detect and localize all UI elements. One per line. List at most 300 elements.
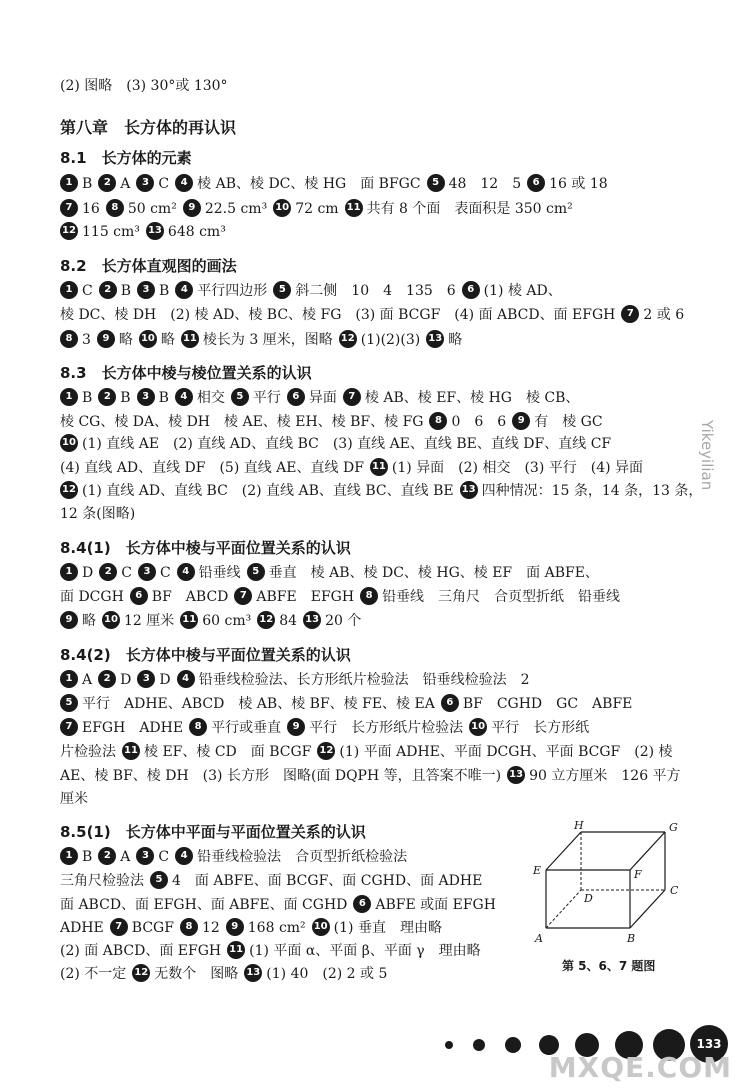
answer-line bbox=[60, 281, 562, 301]
answer-text: 略 bbox=[448, 332, 463, 348]
section-title bbox=[60, 645, 351, 665]
answer-text: A bbox=[82, 672, 93, 688]
section-title bbox=[60, 822, 366, 842]
chapter-title bbox=[60, 118, 236, 138]
answer-item bbox=[175, 390, 225, 406]
answer-item bbox=[180, 613, 251, 629]
vertex-label-h: H bbox=[574, 820, 584, 832]
question-number-badge: 10 bbox=[273, 199, 291, 217]
answer-item bbox=[138, 565, 171, 581]
answer-text: A bbox=[120, 176, 131, 192]
question-number-badge: 1 bbox=[60, 847, 78, 865]
answer-item bbox=[177, 672, 530, 688]
answer-text: (1) 直线 AE (2) 直线 AD、直线 BC (3) 直线 AE、直线 BE、直线 DF、直线 CF bbox=[82, 436, 612, 452]
answer-text: C bbox=[158, 176, 170, 192]
answer-text: C bbox=[159, 565, 171, 581]
answer-item bbox=[98, 176, 130, 192]
question-number-badge: 9 bbox=[183, 199, 201, 217]
question-number-badge: 1 bbox=[60, 670, 78, 688]
answer-item bbox=[370, 460, 643, 476]
answer-text: 略 bbox=[118, 332, 133, 348]
answer-item bbox=[60, 201, 100, 217]
answer-text: (1) 40 (2) 2 或 5 bbox=[266, 966, 388, 982]
answer-text: B bbox=[158, 390, 169, 406]
answer-text: 铅垂线检验法 合页型折纸检验法 bbox=[197, 849, 408, 865]
text-segment bbox=[60, 78, 228, 94]
answer-text: 20 个 bbox=[325, 613, 362, 629]
answer-item bbox=[360, 589, 620, 605]
answer-text: 2 或 6 bbox=[643, 307, 685, 323]
text-segment bbox=[60, 873, 144, 889]
question-number-badge: 7 bbox=[60, 718, 78, 736]
answer-text: 棱 AB、棱 EF、棱 HG 棱 CB、 bbox=[364, 390, 580, 406]
answer-item bbox=[99, 283, 131, 299]
answer-text: 8.1 长方体的元素 bbox=[60, 149, 192, 167]
answer-item bbox=[98, 849, 130, 865]
answer-item bbox=[60, 283, 93, 299]
question-number-badge: 3 bbox=[136, 174, 154, 192]
question-number-badge: 7 bbox=[621, 305, 639, 323]
answer-line bbox=[60, 670, 530, 690]
question-number-badge: 10 bbox=[469, 718, 487, 736]
answer-text: 面 DCGH bbox=[60, 589, 124, 605]
question-number-badge: 8 bbox=[180, 918, 198, 936]
answer-item bbox=[247, 565, 599, 581]
answer-text: B bbox=[82, 390, 93, 406]
footer-dot bbox=[505, 1037, 521, 1053]
question-number-badge: 12 bbox=[60, 222, 78, 240]
answer-text: 8.5(1) 长方体中平面与平面位置关系的认识 bbox=[60, 823, 366, 841]
answer-text: BCGF bbox=[131, 920, 174, 936]
answer-item bbox=[469, 720, 589, 736]
answer-text: C bbox=[158, 849, 170, 865]
question-number-badge: 1 bbox=[60, 281, 78, 299]
question-number-badge: 13 bbox=[460, 481, 478, 499]
answer-line bbox=[60, 222, 226, 242]
section-title bbox=[60, 363, 312, 383]
answer-item bbox=[130, 589, 229, 605]
answer-text: (1) 平面 α、平面 β、平面 γ 理由略 bbox=[249, 943, 481, 959]
answer-text: 648 cm³ bbox=[167, 224, 226, 240]
question-number-badge: 9 bbox=[512, 412, 530, 430]
answer-item bbox=[175, 849, 407, 865]
question-number-badge: 3 bbox=[136, 847, 154, 865]
answer-item bbox=[137, 390, 169, 406]
answer-item bbox=[98, 390, 130, 406]
question-number-badge: 3 bbox=[137, 670, 155, 688]
answer-line bbox=[60, 895, 496, 915]
answer-item bbox=[137, 283, 169, 299]
answer-text: 略 bbox=[160, 332, 175, 348]
answer-item bbox=[132, 966, 238, 982]
answer-item bbox=[345, 201, 573, 217]
answer-item bbox=[441, 696, 633, 712]
answer-item bbox=[60, 436, 611, 452]
answer-line bbox=[60, 76, 228, 96]
answer-text: BF ABCD bbox=[151, 589, 229, 605]
answer-text: 72 cm bbox=[295, 201, 339, 217]
answer-text: 12 bbox=[201, 920, 220, 936]
answer-item bbox=[137, 672, 170, 688]
answer-text: 平行或垂直 bbox=[211, 720, 282, 736]
answer-text: 共有 8 个面 表面积是 350 cm² bbox=[366, 201, 573, 217]
answer-text: 片检验法 bbox=[60, 744, 116, 760]
figure-caption: 第 5、6、7 题图 bbox=[562, 959, 656, 973]
question-number-badge: 7 bbox=[60, 199, 78, 217]
answer-text: B bbox=[82, 176, 93, 192]
answer-text: 12 条(图略) bbox=[60, 506, 136, 522]
vertex-label-g: G bbox=[669, 821, 678, 834]
side-watermark: Yikeyilian bbox=[698, 420, 716, 491]
edge-eh bbox=[546, 832, 581, 870]
question-number-badge: 13 bbox=[303, 611, 321, 629]
answer-line bbox=[60, 611, 361, 631]
text-segment bbox=[60, 506, 135, 522]
question-number-badge: 4 bbox=[175, 174, 193, 192]
answer-item bbox=[317, 744, 672, 760]
answer-item bbox=[106, 201, 177, 217]
answer-item bbox=[234, 589, 354, 605]
answer-line bbox=[60, 434, 611, 454]
text-segment bbox=[60, 539, 351, 557]
answer-text: B bbox=[120, 390, 131, 406]
answer-text: 垂直 棱 AB、棱 DC、棱 HG、棱 EF 面 ABFE、 bbox=[268, 565, 599, 581]
question-number-badge: 2 bbox=[98, 670, 116, 688]
text-segment bbox=[60, 897, 347, 913]
question-number-badge: 3 bbox=[137, 388, 155, 406]
question-number-badge: 7 bbox=[343, 388, 361, 406]
question-number-badge: 1 bbox=[60, 174, 78, 192]
answer-text: 22.5 cm³ bbox=[204, 201, 268, 217]
answer-text: 0 6 6 bbox=[451, 414, 507, 430]
edge-ad bbox=[546, 890, 581, 928]
question-number-badge: 12 bbox=[317, 742, 335, 760]
cuboid-figure bbox=[532, 820, 692, 950]
question-number-badge: 2 bbox=[99, 563, 117, 581]
text-segment bbox=[60, 768, 501, 784]
answer-item bbox=[287, 720, 463, 736]
question-number-badge: 6 bbox=[462, 281, 480, 299]
question-number-badge: 2 bbox=[98, 174, 116, 192]
question-number-badge: 4 bbox=[175, 847, 193, 865]
answer-line bbox=[60, 481, 702, 501]
answer-line bbox=[60, 305, 684, 325]
section-title bbox=[60, 148, 192, 168]
answer-item bbox=[60, 672, 92, 688]
question-number-badge: 2 bbox=[98, 847, 116, 865]
answer-item bbox=[60, 390, 92, 406]
answer-line bbox=[60, 941, 481, 961]
answer-item bbox=[60, 332, 91, 348]
answer-text: (1) 异面 (2) 相交 (3) 平行 (4) 异面 bbox=[391, 460, 644, 476]
question-number-badge: 10 bbox=[139, 330, 157, 348]
question-number-badge: 9 bbox=[287, 718, 305, 736]
answer-item bbox=[343, 390, 580, 406]
answer-text: 16 bbox=[82, 201, 100, 217]
question-number-badge: 12 bbox=[257, 611, 275, 629]
answer-item bbox=[136, 849, 169, 865]
answer-text: (1)(2)(3) bbox=[360, 332, 421, 348]
answer-item bbox=[150, 873, 482, 889]
answer-text: 无数个 图略 bbox=[154, 966, 239, 982]
answer-text: (1) 棱 AD、 bbox=[483, 283, 562, 299]
answer-item bbox=[183, 201, 267, 217]
answer-item bbox=[189, 720, 281, 736]
answer-text: 平行 长方形纸片检验法 bbox=[309, 720, 464, 736]
question-number-badge: 6 bbox=[527, 174, 545, 192]
answer-text: 168 cm² bbox=[247, 920, 306, 936]
answer-item bbox=[60, 224, 140, 240]
answer-line bbox=[60, 563, 599, 583]
vertex-label-c: C bbox=[670, 884, 679, 897]
answer-line bbox=[60, 174, 608, 194]
answer-text: 略 bbox=[82, 613, 96, 629]
answer-item bbox=[110, 920, 174, 936]
footer-dot bbox=[445, 1041, 453, 1049]
text-segment bbox=[60, 149, 192, 167]
answer-line bbox=[60, 789, 88, 809]
answer-item bbox=[426, 332, 462, 348]
question-number-badge: 9 bbox=[226, 918, 244, 936]
answer-text: 厘米 bbox=[60, 791, 88, 807]
answer-text: 8.3 长方体中棱与棱位置关系的认识 bbox=[60, 364, 312, 382]
text-segment bbox=[60, 118, 236, 137]
answer-text: 铅垂线检验法、长方形纸片检验法 铅垂线检验法 2 bbox=[198, 672, 530, 688]
answer-line bbox=[60, 847, 407, 867]
answer-item bbox=[98, 672, 131, 688]
answer-text: (2) 不一定 bbox=[60, 966, 127, 982]
answer-text: 8.4(2) 长方体中棱与平面位置关系的认识 bbox=[60, 646, 351, 664]
answer-item bbox=[226, 920, 306, 936]
answer-text: 四种情况：15 条，14 条，13 条， bbox=[481, 483, 703, 499]
answer-item bbox=[244, 966, 387, 982]
question-number-badge: 11 bbox=[122, 742, 140, 760]
edge-fg bbox=[630, 832, 665, 870]
text-segment bbox=[60, 364, 312, 382]
question-number-badge: 13 bbox=[426, 330, 444, 348]
answer-text: 4 面 ABFE、面 BCGF、面 CGHD、面 ADHE bbox=[172, 873, 483, 889]
answer-text: (1) 垂直 理由略 bbox=[333, 920, 442, 936]
answer-item bbox=[460, 483, 703, 499]
answer-text: 有 棱 GC bbox=[534, 414, 603, 430]
question-number-badge: 4 bbox=[175, 388, 193, 406]
answer-text: C bbox=[82, 283, 93, 299]
answer-text: (2) 图略 (3) 30°或 130° bbox=[60, 78, 228, 94]
answer-text: 棱 EF、棱 CD 面 BCGF bbox=[144, 744, 312, 760]
question-number-badge: 12 bbox=[60, 481, 78, 499]
footer-dot bbox=[473, 1039, 485, 1051]
answer-line bbox=[60, 742, 673, 762]
answer-text: (4) 直线 AD、直线 DF (5) 直线 AE、直线 DF bbox=[60, 460, 364, 476]
answer-item bbox=[60, 176, 92, 192]
answer-line bbox=[60, 871, 482, 891]
answer-line bbox=[60, 330, 462, 350]
answer-text: 平行四边形 bbox=[197, 283, 268, 299]
question-number-badge: 4 bbox=[177, 670, 195, 688]
answer-item bbox=[177, 565, 241, 581]
question-number-badge: 5 bbox=[247, 563, 265, 581]
answer-text: 铅垂线 bbox=[198, 565, 241, 581]
text-segment bbox=[60, 589, 124, 605]
text-segment bbox=[60, 307, 615, 323]
answer-item bbox=[427, 176, 522, 192]
question-number-badge: 5 bbox=[150, 871, 168, 889]
question-number-badge: 1 bbox=[60, 388, 78, 406]
question-number-badge: 12 bbox=[339, 330, 357, 348]
vertex-label-b: B bbox=[627, 932, 636, 945]
question-number-badge: 5 bbox=[231, 388, 249, 406]
answer-item bbox=[273, 201, 338, 217]
section-title bbox=[60, 538, 351, 558]
question-number-badge: 4 bbox=[175, 281, 193, 299]
text-segment bbox=[60, 920, 104, 936]
answer-item bbox=[175, 176, 420, 192]
question-number-badge: 9 bbox=[97, 330, 115, 348]
answer-item bbox=[257, 613, 297, 629]
answer-line bbox=[60, 587, 620, 607]
text-segment bbox=[60, 460, 364, 476]
question-number-badge: 11 bbox=[180, 611, 198, 629]
question-number-badge: 8 bbox=[60, 330, 78, 348]
answer-line bbox=[60, 199, 573, 219]
answer-item bbox=[60, 720, 183, 736]
question-number-badge: 11 bbox=[370, 458, 388, 476]
answer-text: 棱长为 3 厘米，图略 bbox=[202, 332, 333, 348]
question-number-badge: 13 bbox=[244, 964, 262, 982]
answer-line bbox=[60, 766, 681, 786]
answer-item bbox=[60, 849, 92, 865]
question-number-badge: 8 bbox=[189, 718, 207, 736]
answer-text: 60 cm³ bbox=[202, 613, 252, 629]
answer-text: B bbox=[82, 849, 93, 865]
answer-text: D bbox=[159, 672, 171, 688]
answer-text: ABFE EFGH bbox=[256, 589, 355, 605]
answer-text: ABFE 或面 EFGH bbox=[375, 897, 496, 913]
answer-text: 第八章 长方体的再认识 bbox=[60, 118, 237, 137]
answer-text: ADHE bbox=[60, 920, 104, 936]
question-number-badge: 6 bbox=[441, 694, 459, 712]
vertex-label-a: A bbox=[535, 932, 543, 945]
text-segment bbox=[60, 257, 237, 275]
answer-item bbox=[180, 920, 220, 936]
answer-text: B bbox=[159, 283, 170, 299]
answer-line bbox=[60, 458, 643, 478]
answer-item bbox=[122, 744, 311, 760]
answer-item bbox=[621, 307, 684, 323]
answer-text: 异面 bbox=[308, 390, 337, 406]
question-number-badge: 7 bbox=[234, 587, 252, 605]
answer-item bbox=[99, 565, 132, 581]
answer-text: 相交 bbox=[196, 390, 225, 406]
answer-item bbox=[60, 565, 93, 581]
question-number-badge: 10 bbox=[312, 918, 330, 936]
answer-text: C bbox=[121, 565, 132, 581]
answer-item bbox=[102, 613, 174, 629]
answer-item bbox=[136, 176, 169, 192]
answer-text: 50 cm² bbox=[127, 201, 177, 217]
answer-item bbox=[146, 224, 226, 240]
site-watermark: MXQE.COM bbox=[548, 1051, 732, 1084]
answer-text: (2) 面 ABCD、面 EFGH bbox=[60, 943, 222, 959]
answer-text: 棱 CG、棱 DA、棱 DH 棱 AE、棱 EH、棱 BF、棱 FG bbox=[60, 414, 424, 430]
text-segment bbox=[60, 414, 423, 430]
vertex-label-e: E bbox=[533, 864, 542, 877]
answer-text: AE、棱 BF、棱 DH (3) 长方形 图略(面 DQPH 等，且答案不唯一) bbox=[60, 768, 502, 784]
answer-item bbox=[60, 483, 454, 499]
answer-item bbox=[287, 390, 337, 406]
answer-item bbox=[273, 283, 455, 299]
question-number-badge: 2 bbox=[98, 388, 116, 406]
answer-line bbox=[60, 964, 387, 984]
question-number-badge: 5 bbox=[273, 281, 291, 299]
text-segment bbox=[60, 744, 116, 760]
question-number-badge: 8 bbox=[429, 412, 447, 430]
answer-item bbox=[429, 414, 506, 430]
answer-line bbox=[60, 718, 589, 738]
answer-item bbox=[339, 332, 421, 348]
answer-item bbox=[181, 332, 333, 348]
text-segment bbox=[60, 791, 88, 807]
answer-item bbox=[227, 943, 481, 959]
vertex-label-f: F bbox=[634, 868, 642, 881]
answer-item bbox=[175, 283, 267, 299]
text-segment bbox=[60, 646, 351, 664]
answer-item bbox=[139, 332, 175, 348]
answer-text: (1) 平面 ADHE、平面 DCGH、平面 BCGF (2) 棱 bbox=[339, 744, 673, 760]
answer-item bbox=[507, 768, 680, 784]
question-number-badge: 8 bbox=[106, 199, 124, 217]
question-number-badge: 3 bbox=[138, 563, 156, 581]
answer-text: 84 bbox=[279, 613, 298, 629]
answer-text: (1) 直线 AD、直线 BC (2) 直线 AB、直线 BC、直线 BE bbox=[82, 483, 454, 499]
text-segment bbox=[60, 823, 366, 841]
answer-text: 3 bbox=[82, 332, 91, 348]
question-number-badge: 7 bbox=[110, 918, 128, 936]
question-number-badge: 11 bbox=[345, 199, 363, 217]
answer-item bbox=[353, 897, 496, 913]
answer-line bbox=[60, 918, 442, 938]
question-number-badge: 8 bbox=[360, 587, 378, 605]
answer-text: D bbox=[82, 565, 94, 581]
question-number-badge: 5 bbox=[427, 174, 445, 192]
answer-item bbox=[303, 613, 361, 629]
answer-text: 铅垂线 三角尺 合页型折纸 铅垂线 bbox=[382, 589, 621, 605]
answer-item bbox=[527, 176, 608, 192]
answer-item bbox=[462, 283, 562, 299]
question-number-badge: 10 bbox=[60, 434, 78, 452]
edge-bc bbox=[630, 890, 665, 928]
question-number-badge: 6 bbox=[130, 587, 148, 605]
answer-text: 8.2 长方体直观图的画法 bbox=[60, 257, 237, 275]
answer-text: 16 或 18 bbox=[549, 176, 608, 192]
question-number-badge: 13 bbox=[507, 766, 525, 784]
answer-text: 棱 DC、棱 DH (2) 棱 AD、棱 BC、棱 FG (3) 面 BCGF (4) 面 ABCD、面 EFGH bbox=[60, 307, 616, 323]
answer-item bbox=[97, 332, 133, 348]
answer-text: 平行 bbox=[252, 390, 281, 406]
question-number-badge: 6 bbox=[353, 895, 371, 913]
answer-item bbox=[60, 613, 96, 629]
text-segment bbox=[60, 943, 221, 959]
answer-text: 平行 ADHE、ABCD 棱 AB、棱 BF、棱 FE、棱 EA bbox=[82, 696, 435, 712]
answer-line bbox=[60, 412, 603, 432]
answer-text: EFGH ADHE bbox=[82, 720, 184, 736]
answer-text: BF CGHD GC ABFE bbox=[462, 696, 633, 712]
answer-line bbox=[60, 504, 135, 524]
answer-text: 115 cm³ bbox=[82, 224, 140, 240]
question-number-badge: 10 bbox=[102, 611, 120, 629]
question-number-badge: 1 bbox=[60, 563, 78, 581]
question-number-badge: 3 bbox=[137, 281, 155, 299]
